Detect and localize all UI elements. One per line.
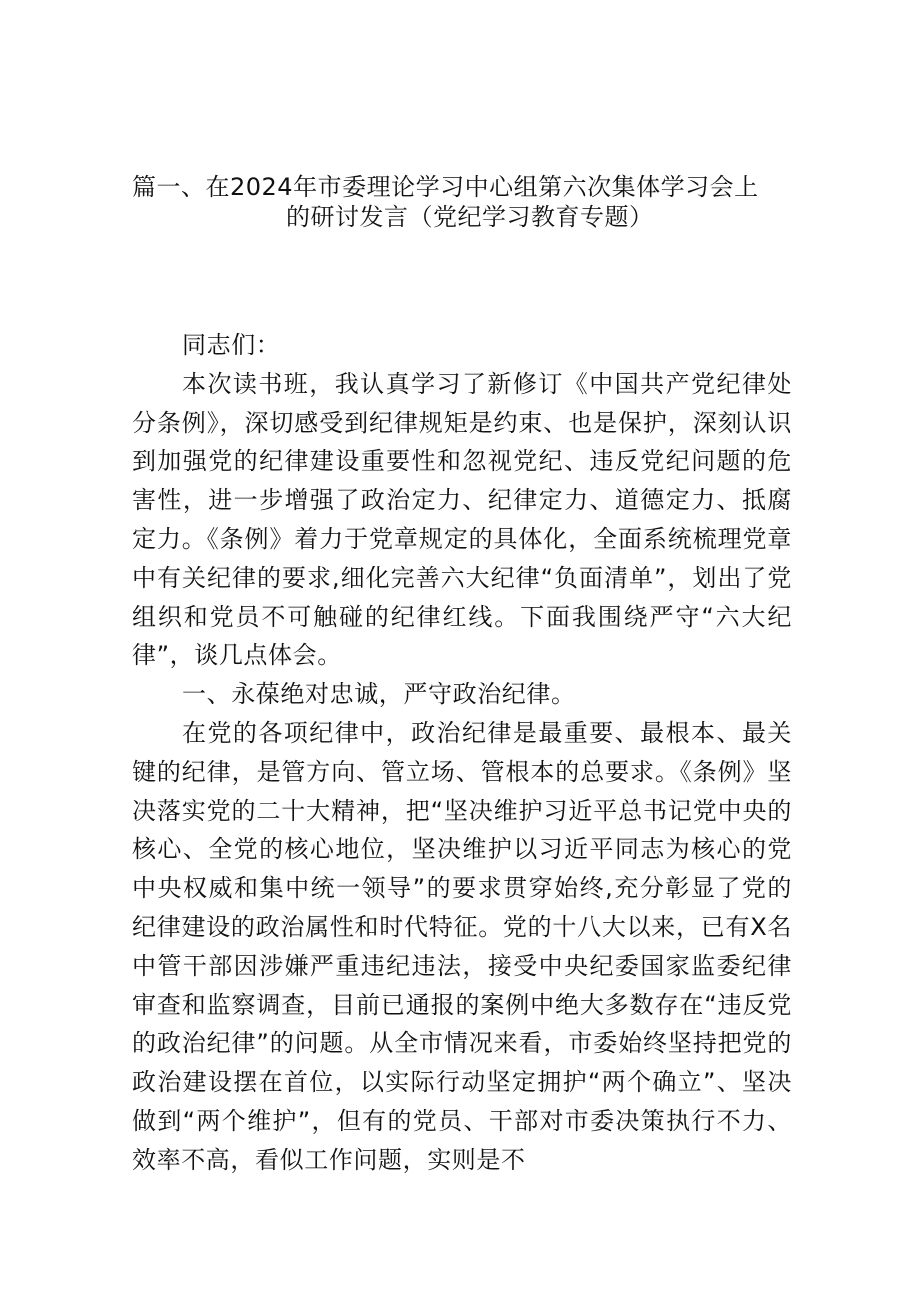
section-heading-1: 一、永葆绝对忠诚，严守政治纪律。 [182,680,576,709]
document-title-line-2: 的研讨发言（党纪学习教育专题） [286,203,654,231]
paragraph-political-discipline: 在党的各项纪律中，政治纪律是最重要、最根本、最关键的纪律，是管方向、管立场、管根本的总要求。《条例》坚决落实党的二十大精神，把“坚决维护习近平总书记党中央的核心、全党的核心地位，坚决维护以习近平同志为核心的党中央权威和集中统一领导”的要求贯穿始终,充分彰显了党的纪律建设的政治属性和时代特征。党的十八大以来，已有X名中管干部因涉嫌严重违纪违法，接受中央纪委国家监委纪律审查和监察调查，目前已通报的案例中绝大多数存在“违反党的政治纪律”的问题。从全市情况来看，市委始终坚持把党的政治建设摆在首位，以实际行动坚定拥护“两个确立”、坚决做到“两个维护”，但有的党员、干部对市委决策执行不力、效率不高，看似工作问题，实则是不 [132,718,792,1174]
document-title-line-1: 篇一、在2024年市委理论学习中心组第六次集体学习会上 [132,173,759,201]
salutation: 同志们： [182,331,281,359]
document-body [132,326,792,1180]
paragraph-intro: 本次读书班，我认真学习了新修订《中国共产党纪律处分条例》，深切感受到纪律规矩是约束、也是保护，深刻认识到加强党的纪律建设重要性和忽视党纪、违反党纪问题的危害性，进一步增强了政治定力、纪律定力、道德定力、抵腐定力。《条例》着力于党章规定的具体化，全面系统梳理党章中有关纪律的要求,细化完善六大纪律“负面清单”，划出了党组织和党员不可触碰的纪律红线。下面我围绕严守“六大纪律”，谈几点体会。 [132,369,792,670]
